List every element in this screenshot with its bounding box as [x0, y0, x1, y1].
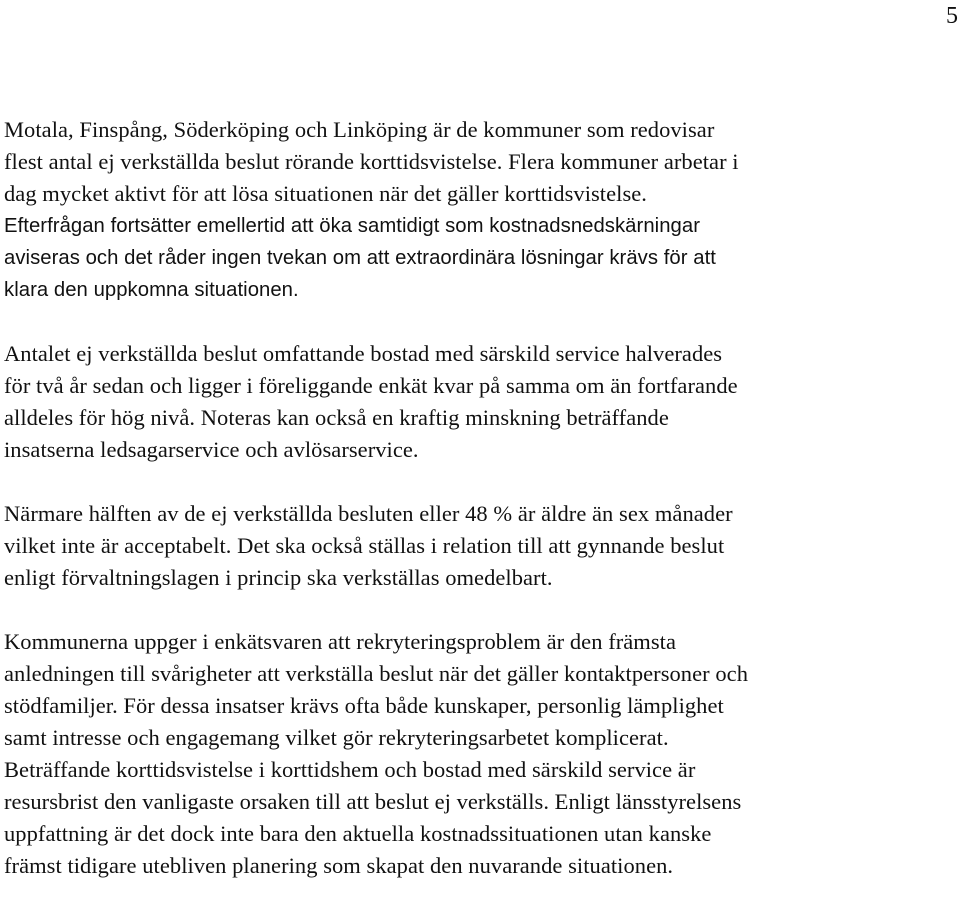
text-line: insatserna ledsagarservice och avlösarservice. — [4, 437, 419, 462]
text-line: klara den uppkomna situationen. — [4, 279, 299, 301]
text-line: Motala, Finspång, Söderköping och Linköping är de kommuner som redovisar — [4, 117, 715, 142]
paragraph-4 — [4, 626, 958, 882]
text-line: flest antal ej verkställda beslut rörande korttidsvistelse. Flera kommuner arbetar i — [4, 149, 739, 174]
text-line: Närmare hälften av de ej verkställda besluten eller 48 % är äldre än sex månader — [4, 501, 733, 526]
text-line: anledningen till svårigheter att verkställa beslut när det gäller kontaktpersoner och — [4, 661, 748, 686]
text-line: resursbrist den vanligaste orsaken till att beslut ej verkställs. Enligt länsstyrelsens — [4, 789, 742, 814]
text-line: aviseras och det råder ingen tvekan om att extraordinära lösningar krävs för att — [4, 247, 716, 269]
text-line: alldeles för hög nivå. Noteras kan också en kraftig minskning beträffande — [4, 405, 669, 430]
document-body — [4, 114, 958, 882]
paragraph-1 — [4, 114, 958, 306]
text-line: Kommunerna uppger i enkätsvaren att rekryteringsproblem är den främsta — [4, 629, 677, 654]
text-line: Antalet ej verkställda beslut omfattande bostad med särskild service halverades — [4, 341, 723, 366]
page-number: 5 — [946, 3, 958, 29]
paragraph-3 — [4, 498, 958, 594]
text-line: uppfattning är det dock inte bara den aktuella kostnadssituationen utan kanske — [4, 821, 712, 846]
text-line: dag mycket aktivt för att lösa situationen när det gäller korttidsvistelse. — [4, 181, 647, 206]
text-line: samt intresse och engagemang vilket gör rekryteringsarbetet komplicerat. — [4, 725, 669, 750]
text-line: främst tidigare utebliven planering som skapat den nuvarande situationen. — [4, 853, 674, 878]
text-line: Beträffande korttidsvistelse i korttidshem och bostad med särskild service är — [4, 757, 696, 782]
paragraph-2 — [4, 338, 958, 466]
text-line: vilket inte är acceptabelt. Det ska också ställas i relation till att gynnande beslut — [4, 533, 725, 558]
text-line: Efterfrågan fortsätter emellertid att öka samtidigt som kostnadsnedskärningar — [4, 215, 700, 237]
text-line: för två år sedan och ligger i föreliggande enkät kvar på samma om än fortfarande — [4, 373, 738, 398]
text-line: stödfamiljer. För dessa insatser krävs ofta både kunskaper, personlig lämplighet — [4, 693, 724, 718]
text-line: enligt förvaltningslagen i princip ska verkställas omedelbart. — [4, 565, 553, 590]
